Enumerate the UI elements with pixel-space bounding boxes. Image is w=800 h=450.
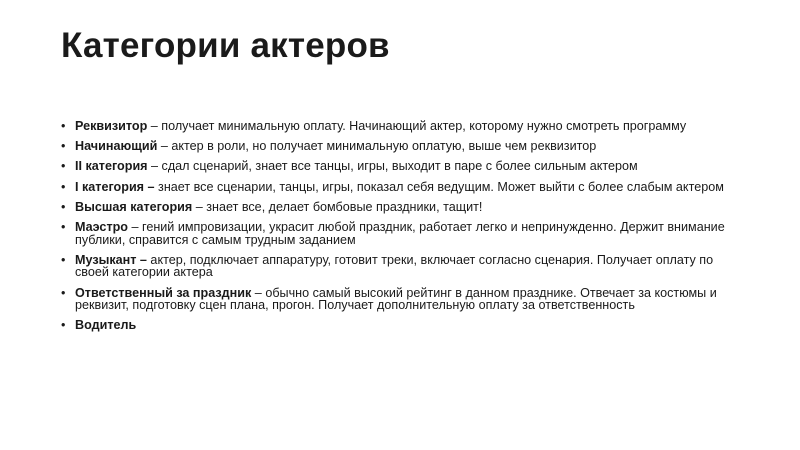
item-term: Водитель xyxy=(75,318,137,333)
bullet-icon: • xyxy=(61,159,66,174)
bullet-icon: • xyxy=(61,179,66,194)
list-item xyxy=(59,254,749,279)
list-item xyxy=(59,319,749,332)
bullet-icon: • xyxy=(61,318,66,333)
item-term: Маэстро xyxy=(75,219,128,234)
item-term: Начинающий xyxy=(75,139,158,154)
item-description: знает все сценарии, танцы, игры, показал себя ведущим. Может выйти с более слабым актером xyxy=(154,179,724,194)
item-term: Реквизитор xyxy=(75,119,148,133)
list-item xyxy=(59,201,749,214)
bullet-icon: • xyxy=(61,219,66,234)
item-description: – знает все, делает бомбовые праздники, тащит! xyxy=(192,199,483,214)
bullet-icon: • xyxy=(61,252,66,267)
bullet-icon: • xyxy=(61,139,66,154)
bullet-list xyxy=(59,120,749,339)
list-item xyxy=(59,160,749,173)
item-description: – обычно самый высокий рейтинг в данном празднике. Отвечает за костюмы и реквизит, подготовку сцен плана, прогон. Получает дополнительную оплату за ответственность xyxy=(75,285,717,313)
bullet-icon: • xyxy=(61,199,66,214)
item-term: II категория xyxy=(75,159,148,174)
bullet-icon: • xyxy=(61,285,66,300)
list-item xyxy=(59,120,749,133)
item-description: – сдал сценарий, знает все танцы, игры, выходит в паре с более сильным актером xyxy=(147,159,638,174)
list-item xyxy=(59,140,749,153)
item-description: – получает минимальную оплату. Начинающий актер, которому нужно смотреть программу xyxy=(147,119,687,133)
item-term: Высшая категория xyxy=(75,199,193,214)
bullet-icon: • xyxy=(61,119,66,133)
item-description: актер, подключает аппаратуру, готовит треки, включает согласно сценария. Получает оплату по своей категории актера xyxy=(75,252,714,280)
item-term: I категория – xyxy=(75,179,155,194)
item-description: – гений импровизации, украсит любой праздник, работает легко и непринужденно. Держит внимание публики, справится с самым трудным заданием xyxy=(75,219,725,247)
item-description: – актер в роли, но получает минимальную оплатую, выше чем реквизитор xyxy=(157,139,597,154)
slide-title: Категории актеров xyxy=(61,26,390,65)
list-item xyxy=(59,221,749,246)
list-item xyxy=(59,181,749,194)
item-term: Музыкант – xyxy=(75,252,147,267)
item-term: Ответственный за праздник xyxy=(75,285,252,300)
list-item xyxy=(59,287,749,312)
